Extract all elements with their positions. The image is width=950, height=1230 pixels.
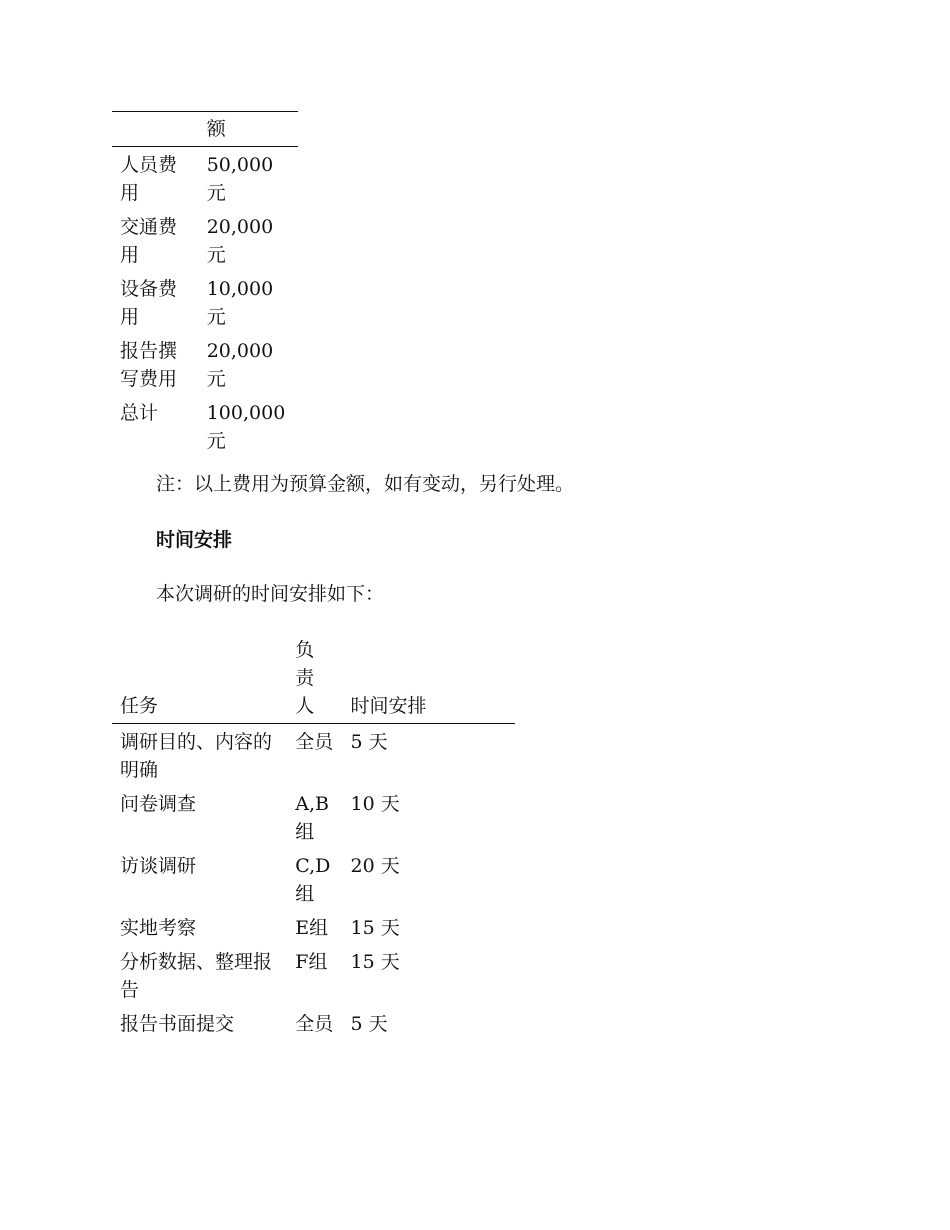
schedule-task: 报告书面提交: [120, 1013, 235, 1035]
table-row: [112, 948, 515, 1010]
budget-item: 报告撰写费用: [120, 340, 178, 390]
table-row: [112, 337, 298, 399]
budget-table: [112, 111, 298, 461]
schedule-owner: 全员: [295, 1013, 334, 1035]
schedule-owner: F组: [295, 951, 328, 973]
budget-amount: 10,000元: [206, 278, 274, 328]
budget-note: 注：以上费用为预算金额，如有变动，另行处理。: [156, 473, 575, 495]
table-row: [112, 1010, 515, 1044]
table-row: [112, 399, 298, 461]
budget-item: 人员费用: [120, 154, 178, 204]
schedule-time: 5 天: [350, 731, 388, 753]
budget-item: 总计: [120, 402, 159, 424]
schedule-time: 15 天: [350, 917, 400, 939]
table-row: [112, 275, 298, 337]
budget-header-amount: 额: [207, 112, 298, 147]
schedule-time: 10 天: [350, 793, 400, 815]
budget-amount: 100,000元: [206, 402, 286, 452]
budget-item: 交通费用: [120, 216, 178, 266]
table-row: [112, 852, 515, 914]
budget-header-item: [112, 112, 207, 147]
schedule-header-row: [112, 636, 515, 724]
budget-amount: 20,000元: [206, 216, 274, 266]
schedule-task: 问卷调查: [120, 793, 197, 815]
table-row: [112, 213, 298, 275]
schedule-time: 15 天: [350, 951, 400, 973]
schedule-header-owner: 负责人: [295, 639, 315, 717]
schedule-owner: A,B组: [295, 793, 330, 843]
table-row: [112, 147, 298, 214]
schedule-owner: E组: [295, 917, 329, 939]
schedule-task: 调研目的、内容的明确: [120, 731, 273, 781]
schedule-table: [112, 636, 515, 1044]
budget-item: 设备费用: [120, 278, 178, 328]
table-row: [112, 790, 515, 852]
budget-header-row: [112, 112, 298, 147]
budget-amount: 50,000元: [206, 154, 274, 204]
table-row: [112, 914, 515, 948]
schedule-task: 分析数据、整理报告: [120, 951, 273, 1001]
section-heading: 时间安排: [156, 529, 233, 551]
schedule-time: 20 天: [350, 855, 400, 877]
schedule-time: 5 天: [350, 1013, 388, 1035]
budget-amount: 20,000元: [206, 340, 274, 390]
table-row: [112, 724, 515, 791]
schedule-intro: 本次调研的时间安排如下：: [156, 583, 385, 605]
schedule-header-task: 任务: [112, 636, 295, 724]
schedule-task: 访谈调研: [120, 855, 197, 877]
schedule-owner: 全员: [295, 731, 334, 753]
schedule-task: 实地考察: [120, 917, 197, 939]
schedule-header-time: 时间安排: [350, 636, 515, 724]
schedule-owner: C,D组: [295, 855, 331, 905]
